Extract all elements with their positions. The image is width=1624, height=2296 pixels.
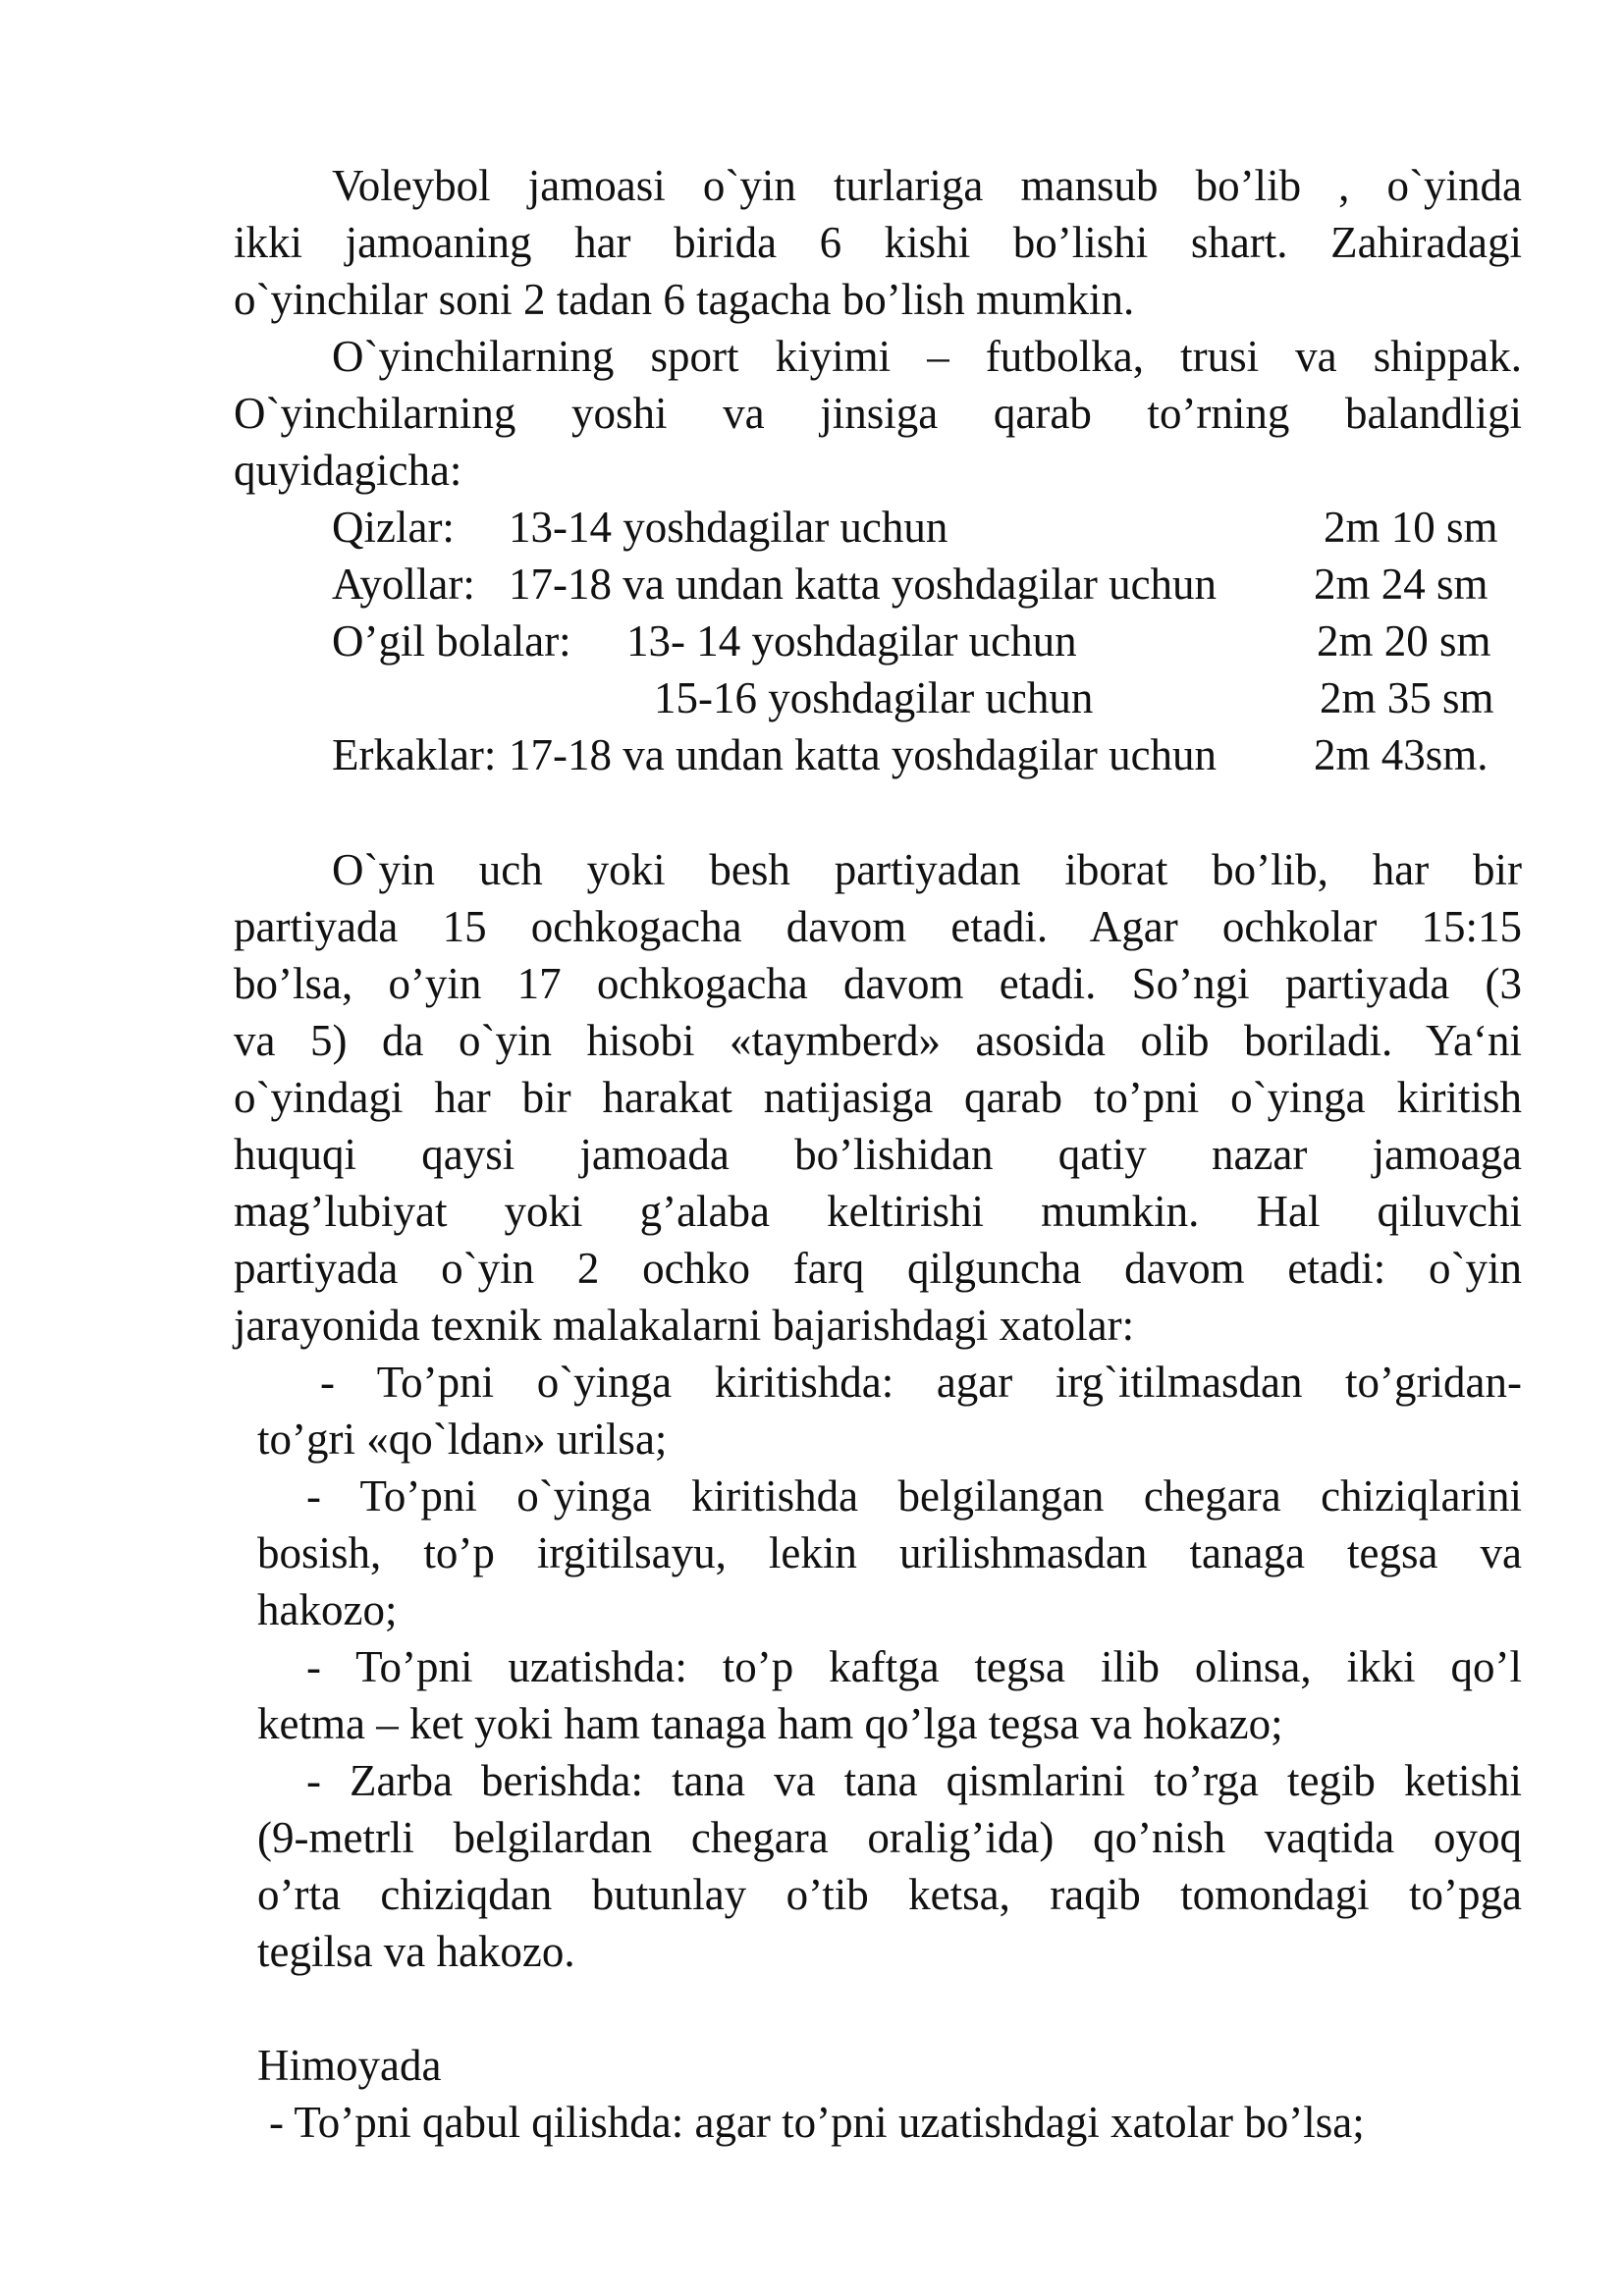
paragraph-line: o`yinchilar soni 2 tadan 6 tagacha bo’lish mumkin. [234, 275, 1135, 324]
height-value: 2m 35 sm [1320, 673, 1494, 722]
paragraph-line: va 5) da o`yin hisobi «taymberd» asosida olib boriladi. Ya‘ni [234, 1016, 1522, 1065]
age-label: 13-14 yoshdagilar uchun [509, 503, 948, 552]
error-item-line: - To’pni o`yinga kiritishda belgilangan chegara chiziqlarini [306, 1471, 1522, 1521]
error-item-line: bosish, to’p irgitilsayu, lekin urilishmasdan tanaga tegsa va [257, 1528, 1522, 1577]
paragraph-line: o`yindagi har bir harakat natijasiga qarab to’pni o`yinga kiritish [234, 1073, 1522, 1122]
age-label: 13- 14 yoshdagilar uchun [626, 616, 1077, 666]
paragraph-line: jarayonida texnik malakalarni bajarishdagi xatolar: [234, 1301, 1135, 1350]
paragraph-line: O`yinchilarning yoshi va jinsiga qarab to’rning balandligi [234, 389, 1522, 438]
group-label: O’gil bolalar: [332, 616, 571, 666]
height-value: 2m 20 sm [1317, 616, 1491, 666]
error-item-line: to’gri «qo`ldan» urilsa; [257, 1415, 668, 1464]
net-height-row [332, 669, 1522, 726]
paragraph-line: mag’lubiyat yoki g’alaba keltirishi mumkin. Hal qiluvchi [234, 1187, 1522, 1236]
error-item-line: - Zarba berishda: tana va tana qismlarini to’rga tegib ketishi [306, 1756, 1522, 1805]
error-item-line: - To’pni uzatishda: to’p kaftga tegsa ilib olinsa, ikki qo’l [306, 1642, 1522, 1691]
paragraph-line: ikki jamoaning har birida 6 kishi bo’lishi shart. Zahiradagi [234, 218, 1522, 267]
net-height-row [332, 556, 1522, 613]
group-label: Erkaklar: [332, 730, 497, 779]
paragraph-line: Voleybol jamoasi o`yin turlariga mansub bo’lib , o`yinda [332, 161, 1522, 210]
net-height-row [332, 726, 1522, 783]
net-height-row [332, 499, 1522, 556]
section-heading: Himoyada [257, 2041, 442, 2090]
error-item-line: (9-metrli belgilardan chegara oralig’ida) qo’nish vaqtida oyoq [257, 1813, 1522, 1862]
age-label: 17-18 va undan katta yoshdagilar uchun [509, 560, 1218, 609]
group-label: Ayollar: [332, 560, 475, 609]
age-label: 17-18 va undan katta yoshdagilar uchun [509, 730, 1218, 779]
height-value: 2m 24 sm [1314, 560, 1489, 609]
paragraph-line: quyidagicha: [234, 446, 462, 495]
defense-item-line: - To’pni qabul qilishda: agar to’pni uzatishdagi xatolar bo’lsa; [269, 2098, 1365, 2147]
paragraph-line: bo’lsa, o’yin 17 ochkogacha davom etadi. So’ngi partiyada (3 [234, 959, 1522, 1008]
error-item-line: ketma – ket yoki ham tanaga ham qo’lga tegsa va hokazo; [257, 1699, 1283, 1748]
net-height-row [332, 613, 1522, 669]
paragraph-line: O`yin uch yoki besh partiyadan iborat bo’lib, har bir [332, 845, 1522, 894]
paragraph-line: O`yinchilarning sport kiyimi – futbolka, trusi va shippak. [332, 332, 1522, 381]
paragraph-line: huquqi qaysi jamoada bo’lishidan qatiy nazar jamoaga [234, 1130, 1522, 1179]
paragraph-line: partiyada o`yin 2 ochko farq qilguncha davom etadi: o`yin [234, 1244, 1522, 1293]
age-label: 15-16 yoshdagilar uchun [654, 673, 1094, 722]
error-item-line: hakozo; [257, 1585, 398, 1634]
error-item-line: o’rta chiziqdan butunlay o’tib ketsa, raqib tomondagi to’pga [257, 1870, 1522, 1919]
error-item-line: - To’pni o`yinga kiritishda: agar irg`itilmasdan to’gridan- [320, 1358, 1522, 1407]
paragraph-line: partiyada 15 ochkogacha davom etadi. Agar ochkolar 15:15 [234, 902, 1522, 951]
height-value: 2m 43sm. [1314, 730, 1489, 779]
error-item-line: tegilsa va hakozo. [257, 1927, 575, 1976]
group-label: Qizlar: [332, 503, 455, 552]
height-value: 2m 10 sm [1324, 503, 1498, 552]
